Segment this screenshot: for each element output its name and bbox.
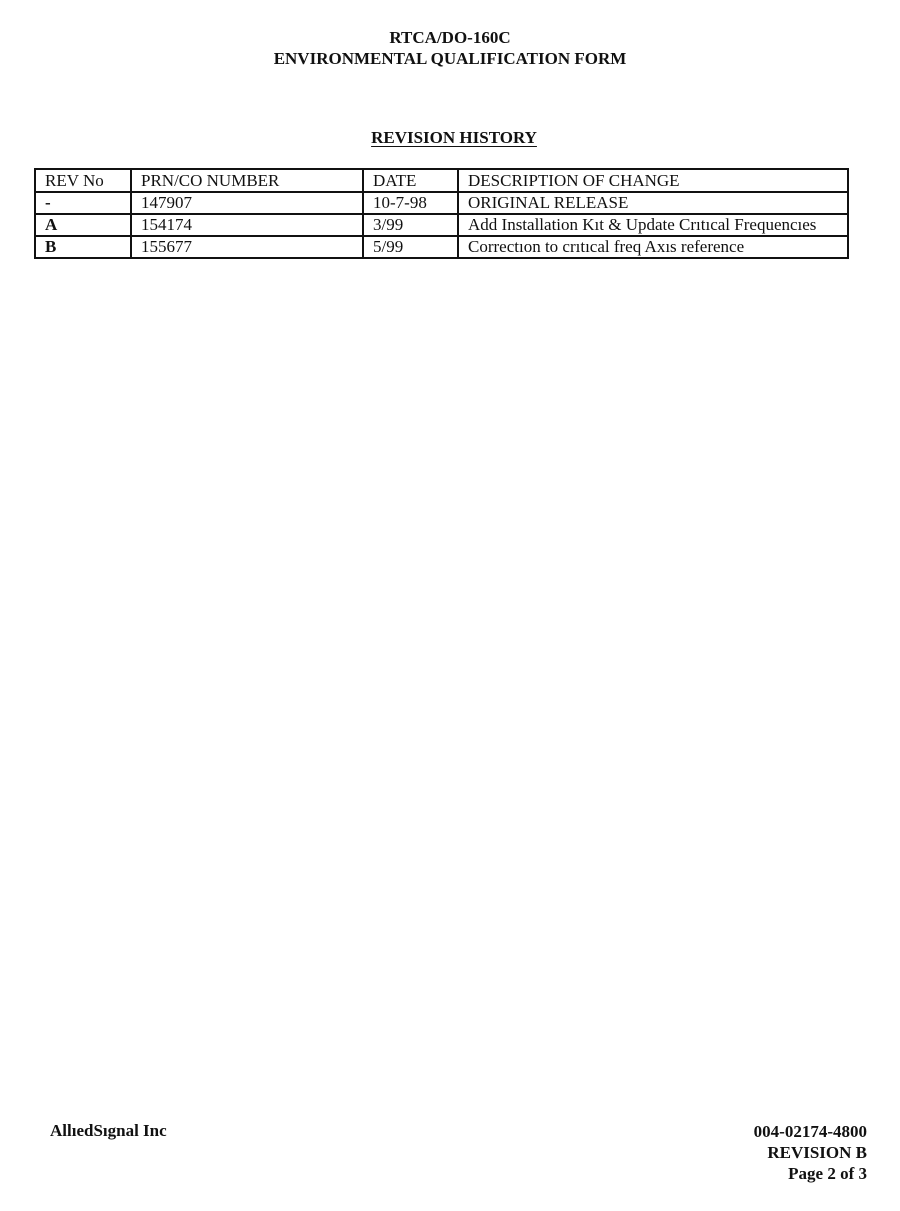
prn-co-number-cell: 154174 (131, 214, 363, 236)
date-cell: 3/99 (363, 214, 458, 236)
prn-co-number-cell: 147907 (131, 192, 363, 214)
rev-no-cell: A (35, 214, 131, 236)
prn-co-number-cell: 155677 (131, 236, 363, 258)
rev-no-cell: B (35, 236, 131, 258)
footer-revision: REVISION B (767, 1143, 867, 1162)
document-header (0, 27, 900, 69)
footer-company: AllıedSıgnal Inc (50, 1121, 167, 1140)
table-row (35, 214, 848, 236)
date-cell: 5/99 (363, 236, 458, 258)
description-cell: Add Installation Kıt & Update Crıtıcal Frequencıes (458, 214, 848, 236)
column-header-rev-no: REV No (35, 169, 131, 192)
footer-page-number: Page 2 of 3 (788, 1164, 867, 1183)
table-header-row (35, 169, 848, 192)
revision-history-table (34, 168, 849, 259)
description-cell: ORIGINAL RELEASE (458, 192, 848, 214)
date-cell: 10-7-98 (363, 192, 458, 214)
footer-document-info (754, 1121, 867, 1184)
header-standard: RTCA/DO-160C (389, 28, 511, 47)
column-header-description: DESCRIPTION OF CHANGE (458, 169, 848, 192)
column-header-date: DATE (363, 169, 458, 192)
footer-doc-number: 004-02174-4800 (753, 1122, 867, 1141)
rev-no-cell: - (35, 192, 131, 214)
column-header-prn-co-number: PRN/CO NUMBER (131, 169, 363, 192)
table-row (35, 192, 848, 214)
header-form-title: ENVIRONMENTAL QUALIFICATION FORM (273, 49, 627, 68)
revision-history-title: REVISION HISTORY (371, 128, 537, 147)
table-row (35, 236, 848, 258)
description-cell: Correctıon to crıtıcal freq Axıs reference (458, 236, 848, 258)
